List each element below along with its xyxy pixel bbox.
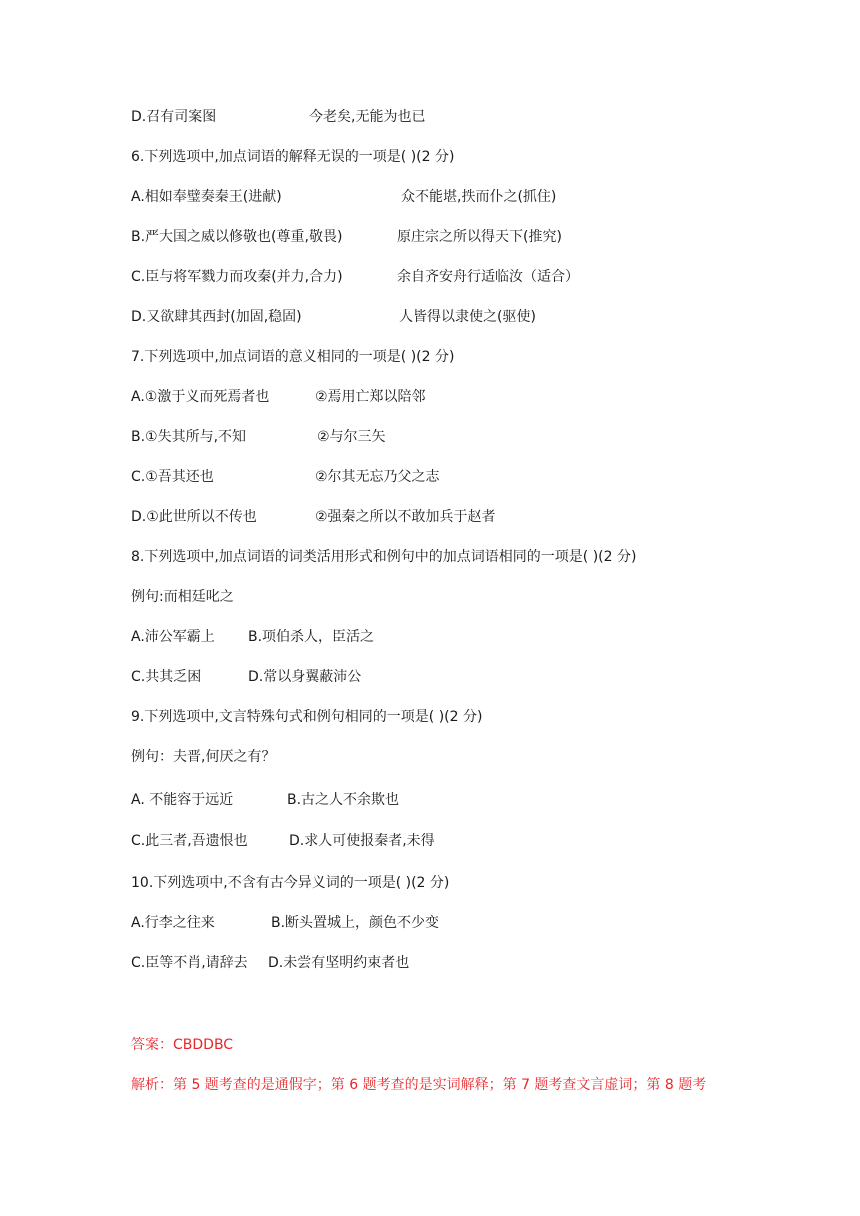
option-text: B.严大国之威以修敬也(尊重,敬畏): [131, 229, 343, 245]
option-text: A.①激于义而死焉者也: [131, 389, 270, 405]
q6-option-d: [131, 306, 820, 328]
question-7-stem: [131, 346, 820, 368]
option-text: D.①此世所以不传也: [131, 509, 257, 525]
q6-option-c: [131, 266, 820, 288]
example-text: 例句：夫晋,何厌之有？: [131, 749, 276, 765]
answer-text: 答案：CBDDBC: [131, 1037, 234, 1053]
option-text: C.此三者,吾遗恨也: [131, 833, 248, 849]
q6-option-a: [131, 186, 820, 208]
option-text: 人皆得以隶使之(驱使): [399, 309, 536, 325]
q10-options-cd: [131, 952, 820, 974]
q5-option-d: [131, 106, 820, 128]
question-8-stem: [131, 546, 820, 568]
q6-option-b: [131, 226, 820, 248]
option-text: C.臣与将军戮力而攻秦(并力,合力): [131, 269, 343, 285]
q7-option-b: [131, 426, 820, 448]
q10-options-ab: [131, 912, 820, 934]
question-text: 9.下列选项中,文言特殊句式和例句相同的一项是( )(2 分): [131, 709, 483, 725]
option-text: 原庄宗之所以得天下(推究): [397, 229, 562, 245]
option-text: A. 不能容于远近: [131, 792, 234, 808]
q9-example: [131, 746, 820, 768]
q7-option-a: [131, 386, 820, 408]
q7-option-d: [131, 506, 820, 528]
question-text: 8.下列选项中,加点词语的词类活用形式和例句中的加点词语相同的一项是( )(2 分): [131, 549, 637, 565]
option-text: D.未尝有坚明约束者也: [268, 955, 410, 971]
option-text: 余自齐安舟行适临汝（适合）: [397, 269, 579, 285]
option-text: D.召有司案图: [131, 109, 217, 125]
analysis-text: 解析：第 5 题考查的是通假字；第 6 题考查的是实词解释；第 7 题考查文言虚词；第 8 题考: [131, 1077, 707, 1093]
question-text: 6.下列选项中,加点词语的解释无误的一项是( )(2 分): [131, 149, 455, 165]
option-text: B.①失其所与,不知: [131, 429, 247, 445]
example-text: 例句:而相廷叱之: [131, 589, 234, 605]
answer-line: [131, 1034, 820, 1056]
option-text: D.又欲肆其西封(加固,稳固): [131, 309, 302, 325]
question-10-stem: [131, 872, 820, 894]
option-text: ②与尔三矢: [317, 429, 386, 445]
analysis-line: [131, 1074, 820, 1096]
option-text: B.古之人不余欺也: [287, 792, 400, 808]
option-text: C.臣等不肖,请辞去: [131, 955, 248, 971]
q8-options-cd: [131, 666, 820, 688]
option-text: A.行李之往来: [131, 915, 215, 931]
option-text: ②强秦之所以不敢加兵于赵者: [315, 509, 496, 525]
option-text: 今老矣,无能为也已: [309, 109, 426, 125]
q7-option-c: [131, 466, 820, 488]
option-text: A.相如奉璧奏秦王(进献): [131, 189, 282, 205]
question-9-stem: [131, 706, 820, 728]
q9-options-cd: [131, 830, 820, 852]
option-text: C.①吾其还也: [131, 469, 214, 485]
option-text: A.沛公军霸上: [131, 629, 215, 645]
q8-options-ab: [131, 626, 820, 648]
option-text: D.求人可使报秦者,未得: [289, 833, 435, 849]
option-text: C.共其乏困: [131, 669, 202, 685]
option-text: 众不能堪,抶而仆之(抓住): [401, 189, 557, 205]
option-text: B.断头置城上，颜色不少变: [271, 915, 440, 931]
question-6-stem: [131, 146, 820, 168]
option-text: D.常以身翼蔽沛公: [248, 669, 362, 685]
option-text: ②尔其无忘乃父之志: [315, 469, 440, 485]
q9-options-ab: [131, 789, 820, 811]
option-text: ②焉用亡郑以陪邻: [315, 389, 426, 405]
question-text: 10.下列选项中,不含有古今异义词的一项是( )(2 分): [131, 875, 450, 891]
option-text: B.项伯杀人，臣活之: [248, 629, 375, 645]
q8-example: [131, 586, 820, 608]
question-text: 7.下列选项中,加点词语的意义相同的一项是( )(2 分): [131, 349, 455, 365]
